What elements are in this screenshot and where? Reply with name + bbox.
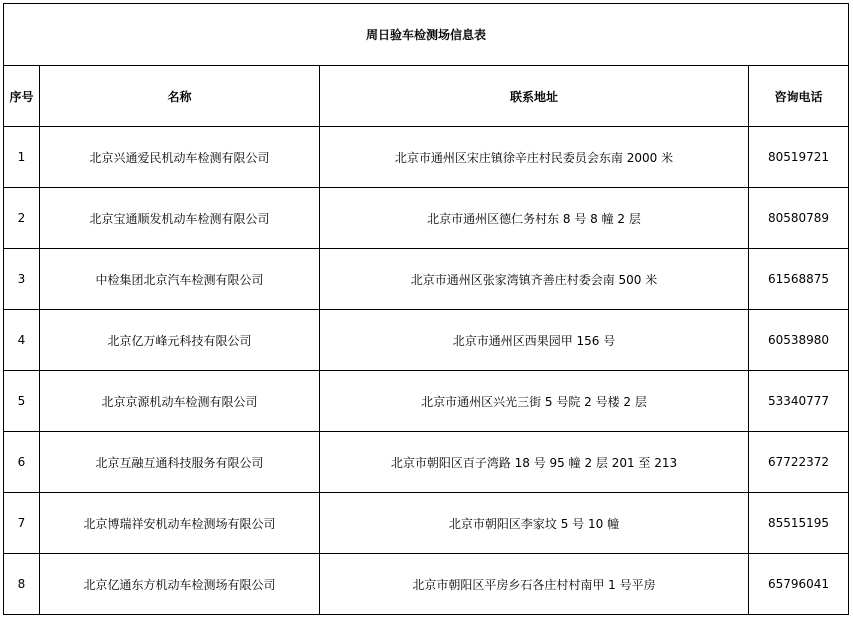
cell-address: 北京市通州区兴光三街 5 号院 2 号楼 2 层: [320, 371, 749, 432]
header-address: 联系地址: [320, 66, 749, 127]
cell-seq: 3: [4, 249, 40, 310]
cell-seq: 5: [4, 371, 40, 432]
cell-seq: 7: [4, 493, 40, 554]
cell-name: 北京亿通东方机动车检测场有限公司: [40, 554, 320, 615]
header-row: [4, 66, 849, 127]
cell-name: 北京互融互通科技服务有限公司: [40, 432, 320, 493]
cell-phone: 85515195: [749, 493, 849, 554]
table-row: [4, 554, 849, 615]
cell-name: 北京博瑞祥安机动车检测场有限公司: [40, 493, 320, 554]
cell-address: 北京市朝阳区平房乡石各庄村村南甲 1 号平房: [320, 554, 749, 615]
table-title: 周日验车检测场信息表: [4, 4, 849, 66]
cell-address: 北京市通州区德仁务村东 8 号 8 幢 2 层: [320, 188, 749, 249]
table-row: [4, 188, 849, 249]
cell-name: 中检集团北京汽车检测有限公司: [40, 249, 320, 310]
cell-address: 北京市通州区张家湾镇齐善庄村委会南 500 米: [320, 249, 749, 310]
cell-seq: 6: [4, 432, 40, 493]
cell-name: 北京京源机动车检测有限公司: [40, 371, 320, 432]
cell-phone: 65796041: [749, 554, 849, 615]
header-name: 名称: [40, 66, 320, 127]
cell-seq: 1: [4, 127, 40, 188]
cell-seq: 4: [4, 310, 40, 371]
header-phone: 咨询电话: [749, 66, 849, 127]
cell-seq: 2: [4, 188, 40, 249]
table-row: [4, 127, 849, 188]
cell-phone: 60538980: [749, 310, 849, 371]
cell-address: 北京市朝阳区李家坟 5 号 10 幢: [320, 493, 749, 554]
cell-name: 北京宝通顺发机动车检测有限公司: [40, 188, 320, 249]
info-sheet: [3, 3, 848, 614]
cell-phone: 80580789: [749, 188, 849, 249]
cell-address: 北京市通州区宋庄镇徐辛庄村民委员会东南 2000 米: [320, 127, 749, 188]
cell-phone: 61568875: [749, 249, 849, 310]
cell-phone: 53340777: [749, 371, 849, 432]
cell-phone: 80519721: [749, 127, 849, 188]
inspection-station-table: [3, 3, 849, 615]
cell-address: 北京市通州区西果园甲 156 号: [320, 310, 749, 371]
cell-name: 北京亿万峰元科技有限公司: [40, 310, 320, 371]
header-seq: 序号: [4, 66, 40, 127]
table-row: [4, 249, 849, 310]
cell-address: 北京市朝阳区百子湾路 18 号 95 幢 2 层 201 至 213: [320, 432, 749, 493]
table-row: [4, 310, 849, 371]
title-row: [4, 4, 849, 66]
table-row: [4, 493, 849, 554]
cell-name: 北京兴通爱民机动车检测有限公司: [40, 127, 320, 188]
table-row: [4, 371, 849, 432]
table-row: [4, 432, 849, 493]
cell-phone: 67722372: [749, 432, 849, 493]
cell-seq: 8: [4, 554, 40, 615]
